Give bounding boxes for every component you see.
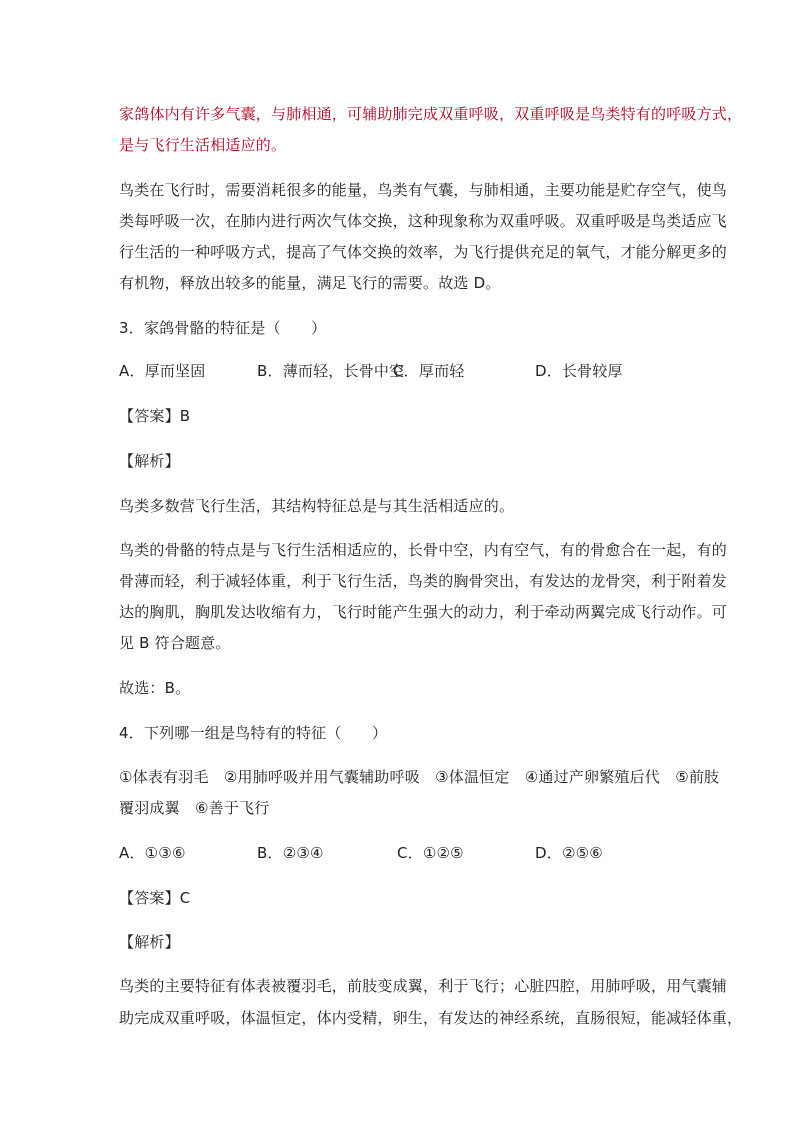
statement-line-1: ①体表有羽毛 ②用肺呼吸并用气囊辅助呼吸 ③体温恒定 ④通过产卵繁殖后代 ⑤前肢 xyxy=(119,768,720,786)
question-4: 4．下列哪一组是鸟特有的特征（ ） xyxy=(119,724,388,742)
analysis-line-1: 鸟类的骨骼的特点是与飞行生活相适应的，长骨中空，内有空气，有的骨愈合在一起，有的 xyxy=(119,541,728,559)
option-b: B．②③④ xyxy=(257,844,324,862)
analysis-line-4: 见 B 符合题意。 xyxy=(119,634,231,652)
explain-line-1: 鸟类在飞行时，需要消耗很多的能量，鸟类有气囊，与肺相通，主要功能是贮存空气，使鸟 xyxy=(119,181,728,199)
option-a: A．厚而坚固 xyxy=(119,362,206,380)
question-3: 3．家鸽骨骼的特征是（ ） xyxy=(119,319,327,337)
option-a: A．①③⑥ xyxy=(119,844,186,862)
answer-label: 【答案】C xyxy=(119,889,191,907)
intro-line-2: 是与飞行生活相适应的。 xyxy=(119,136,287,154)
explain-line-4: 有机物，释放出较多的能量，满足飞行的需要。故选 D。 xyxy=(119,274,501,292)
analysis-label: 【解析】 xyxy=(119,933,180,951)
option-d: D．长骨较厚 xyxy=(535,362,623,380)
option-d: D．②⑤⑥ xyxy=(535,844,603,862)
analysis-line-1: 鸟类的主要特征有体表被覆羽毛，前肢变成翼，利于飞行；心脏四腔，用肺呼吸，用气囊辅 xyxy=(119,977,728,995)
analysis-line-2: 助完成双重呼吸，体温恒定，体内受精，卵生，有发达的神经系统，直肠很短，能减轻体重， xyxy=(119,1009,743,1027)
statement-line-2: 覆羽成翼 ⑥善于飞行 xyxy=(119,799,270,817)
question-3-options xyxy=(119,361,679,381)
explain-line-2: 类每呼吸一次，在肺内进行两次气体交换，这种现象称为双重呼吸。双重呼吸是鸟类适应飞 xyxy=(119,212,728,230)
analysis-line-3: 达的胸肌，胸肌发达收缩有力，飞行时能产生强大的动力，利于牵动两翼完成飞行动作。可 xyxy=(119,603,728,621)
option-c: C．①②⑤ xyxy=(397,844,464,862)
explain-line-3: 行生活的一种呼吸方式，提高了气体交换的效率，为飞行提供充足的氧气，才能分解更多的 xyxy=(119,243,728,261)
option-c: C．厚而轻 xyxy=(393,362,465,380)
intro-line-1: 家鸽体内有许多气囊，与肺相通，可辅助肺完成双重呼吸，双重呼吸是鸟类特有的呼吸方式， xyxy=(119,105,743,123)
analysis-paragraph: 鸟类多数营飞行生活，其结构特征总是与其生活相适应的。 xyxy=(119,497,515,515)
analysis-label: 【解析】 xyxy=(119,452,180,470)
question-4-options xyxy=(119,843,679,863)
option-b: B．薄而轻，长骨中空 xyxy=(257,362,405,380)
conclusion: 故选：B。 xyxy=(119,679,191,697)
answer-label: 【答案】B xyxy=(119,407,191,425)
analysis-line-2: 骨薄而轻，利于减轻体重，利于飞行生活，鸟类的胸骨突出，有发达的龙骨突，利于附着发 xyxy=(119,572,728,590)
